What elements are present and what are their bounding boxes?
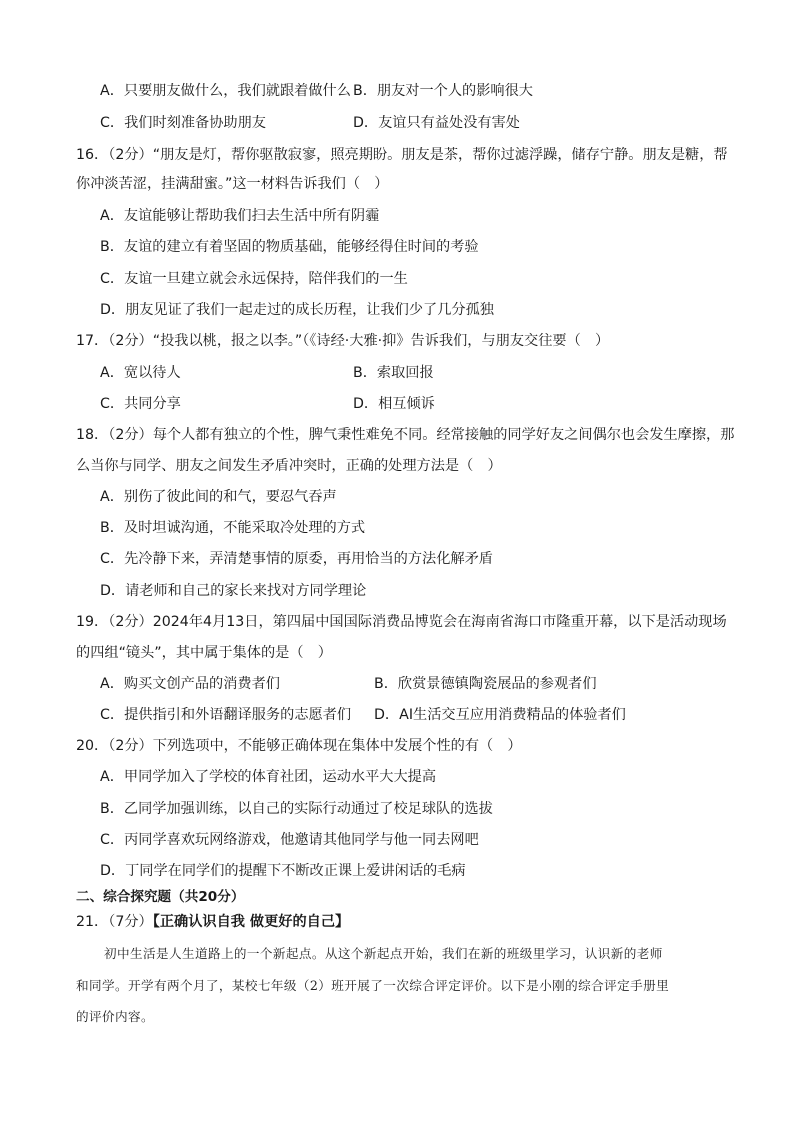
q20-option-b: B．乙同学加强训练，以自己的实际行动通过了校足球队的选拔 (100, 801, 493, 817)
q21-paragraph-line2: 和同学。开学有两个月了，某校七年级（2）班开展了一次综合评定评价。以下是小刚的综合评定手册里 (76, 978, 670, 993)
q21-heading (76, 912, 349, 932)
q18-option-a: A．别伤了彼此间的和气，要忍气吞声 (100, 489, 337, 505)
q15-option-b: B．朋友对一个人的影响很大 (353, 83, 533, 99)
q18-option-c: C．先冷静下来，弄清楚事情的原委，再用恰当的方法化解矛盾 (100, 551, 493, 567)
q18-option-d: D．请老师和自己的家长来找对方同学理论 (100, 583, 367, 599)
q19-stem-line2: 的四组“镜头”，其中属于集体的是（ ） (76, 645, 332, 661)
q19-stem-line1: 19．（2分）2024年4月13日，第四届中国国际消费品博览会在海南省海口市隆重开幕，以下是活动现场 (76, 614, 727, 630)
q21-title: 【正确认识自我 做更好的自己】 (152, 914, 350, 930)
q16-stem-line1: 16．（2分）“朋友是灯，帮你驱散寂寥，照亮期盼。朋友是茶，帮你过滤浮躁，储存宁静。朋友是糖，帮 (76, 147, 728, 163)
q17-option-c: C．共同分享 (100, 396, 181, 412)
q20-option-d: D．丁同学在同学们的提醒下不断改正课上爱讲闲话的毛病 (100, 863, 466, 879)
q16-option-c: C．友谊一旦建立就会永远保持，陪伴我们的一生 (100, 271, 408, 287)
q15-option-a: A．只要朋友做什么，我们就跟着做什么 (100, 83, 351, 99)
q21-prefix: 21．（7分） (76, 914, 153, 930)
q20-stem: 20．（2分）下列选项中，不能够正确体现在集体中发展个性的有（ ） (76, 738, 522, 754)
q19-option-d: D．AI生活交互应用消费精品的体验者们 (374, 707, 626, 723)
q17-option-b: B．索取回报 (353, 365, 434, 381)
q16-stem-line2: 你冲淡苦涩，挂满甜蜜。”这一材料告诉我们（ ） (76, 176, 389, 192)
q19-option-b: B．欣赏景德镇陶瓷展品的参观者们 (374, 676, 597, 692)
q17-option-d: D．相互倾诉 (353, 396, 435, 412)
q16-option-b: B．友谊的建立有着坚固的物质基础，能够经得住时间的考验 (100, 239, 479, 255)
q20-option-c: C．丙同学喜欢玩网络游戏，他邀请其他同学与他一同去网吧 (100, 832, 479, 848)
q18-stem-line2: 么当你与同学、朋友之间发生矛盾冲突时，正确的处理方法是（ ） (76, 458, 502, 474)
q19-option-c: C．提供指引和外语翻译服务的志愿者们 (100, 707, 352, 723)
q17-stem: 17．（2分）“投我以桃，报之以李。”（《诗经·大雅·抑》告诉我们，与朋友交往要（ ） (76, 333, 610, 349)
q21-paragraph-line1: 初中生活是人生道路上的一个新起点。从这个新起点开始，我们在新的班级里学习，认识新的老师 (104, 946, 663, 961)
q19-option-a: A．购买文创产品的消费者们 (100, 676, 280, 692)
q21-paragraph-line3: 的评价内容。 (76, 1009, 154, 1024)
q18-stem-line1: 18．（2分）每个人都有独立的个性，脾气秉性难免不同。经常接触的同学好友之间偶尔也会发生摩擦，那 (76, 427, 735, 443)
q15-option-d: D．友谊只有益处没有害处 (353, 115, 520, 131)
q18-option-b: B．及时坦诚沟通，不能采取冷处理的方式 (100, 520, 366, 536)
q15-option-c: C．我们时刻准备协助朋友 (100, 115, 266, 131)
q16-option-d: D．朋友见证了我们一起走过的成长历程，让我们少了几分孤独 (100, 302, 494, 318)
q17-option-a: A．宽以待人 (100, 365, 181, 381)
q16-option-a: A．友谊能够让帮助我们扫去生活中所有阴霾 (100, 208, 380, 224)
q20-option-a: A．甲同学加入了学校的体育社团，运动水平大大提高 (100, 769, 437, 785)
section-title: 二、综合探究题（共20分） (76, 889, 245, 905)
